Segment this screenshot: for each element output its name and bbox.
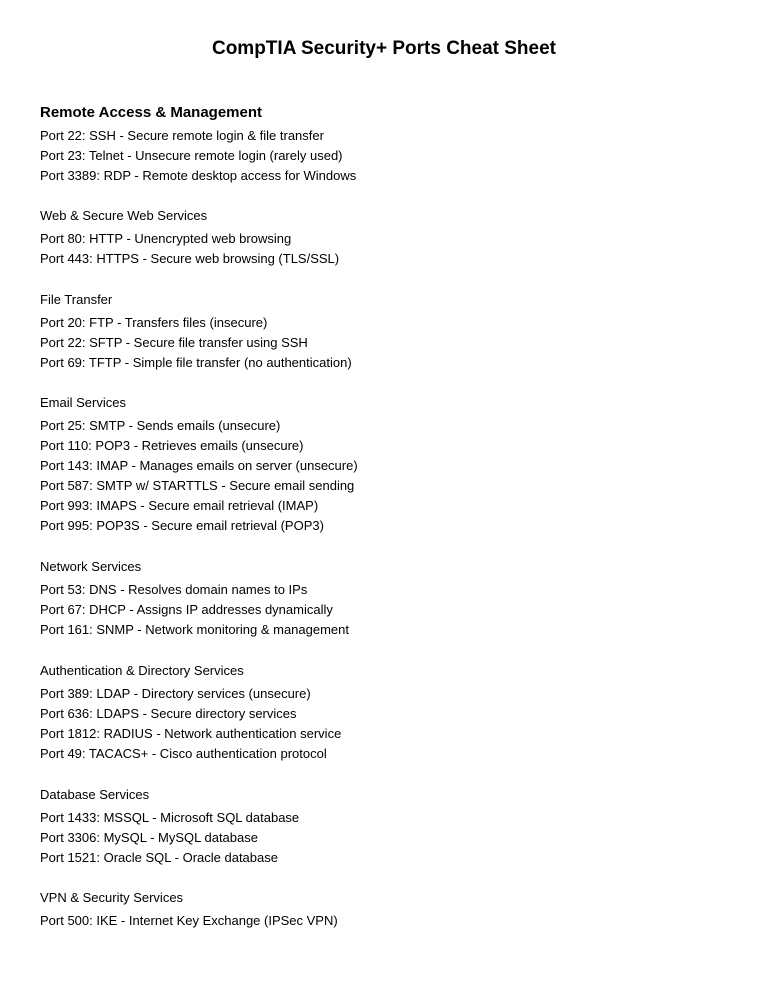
section-vpn-services [40, 889, 740, 931]
section-heading: Remote Access & Management [40, 104, 263, 121]
page-title: CompTIA Security+ Ports Cheat Sheet [211, 38, 556, 59]
port-entry: Port 22: SSH - Secure remote login & file transfer [40, 128, 324, 143]
port-entry: Port 23: Telnet - Unsecure remote login (rarely used) [40, 148, 343, 163]
section-file-transfer [40, 291, 740, 373]
port-entry: Port 1521: Oracle SQL - Oracle database [40, 850, 278, 865]
section-heading: Email Services [40, 395, 126, 410]
port-entry: Port 49: TACACS+ - Cisco authentication protocol [40, 746, 327, 761]
port-entry: Port 587: SMTP w/ STARTTLS - Secure email sending [40, 478, 355, 493]
section-authentication-services [40, 662, 740, 764]
port-entry: Port 67: DHCP - Assigns IP addresses dynamically [40, 602, 333, 617]
section-web-services [40, 207, 740, 269]
section-network-services [40, 558, 740, 640]
section-remote-access [40, 103, 740, 186]
port-entry: Port 389: LDAP - Directory services (unsecure) [40, 686, 311, 701]
section-heading: Web & Secure Web Services [40, 208, 208, 223]
section-email-services [40, 394, 740, 536]
port-entry: Port 995: POP3S - Secure email retrieval (POP3) [40, 518, 324, 533]
section-heading: Database Services [40, 787, 150, 802]
port-entry: Port 443: HTTPS - Secure web browsing (TLS/SSL) [40, 251, 340, 266]
port-entry: Port 500: IKE - Internet Key Exchange (IPSec VPN) [40, 913, 338, 928]
port-entry: Port 53: DNS - Resolves domain names to IPs [40, 582, 308, 597]
port-entry: Port 636: LDAPS - Secure directory services [40, 706, 297, 721]
port-entry: Port 161: SNMP - Network monitoring & management [40, 622, 350, 637]
port-entry: Port 69: TFTP - Simple file transfer (no authentication) [40, 355, 352, 370]
section-database-services [40, 786, 740, 868]
port-entry: Port 80: HTTP - Unencrypted web browsing [40, 231, 292, 246]
port-entry: Port 1433: MSSQL - Microsoft SQL database [40, 810, 300, 825]
port-entry: Port 110: POP3 - Retrieves emails (unsecure) [40, 438, 304, 453]
section-heading: File Transfer [40, 292, 113, 307]
section-heading: VPN & Security Services [40, 890, 184, 905]
port-entry: Port 3306: MySQL - MySQL database [40, 830, 258, 845]
port-entry: Port 1812: RADIUS - Network authentication service [40, 726, 342, 741]
section-heading: Authentication & Directory Services [40, 663, 244, 678]
port-entry: Port 3389: RDP - Remote desktop access for Windows [40, 168, 357, 183]
port-entry: Port 22: SFTP - Secure file transfer using SSH [40, 335, 308, 350]
port-entry: Port 20: FTP - Transfers files (insecure) [40, 315, 268, 330]
port-entry: Port 993: IMAPS - Secure email retrieval (IMAP) [40, 498, 319, 513]
port-entry: Port 25: SMTP - Sends emails (unsecure) [40, 418, 281, 433]
section-heading: Network Services [40, 559, 142, 574]
port-entry: Port 143: IMAP - Manages emails on server (unsecure) [40, 458, 358, 473]
